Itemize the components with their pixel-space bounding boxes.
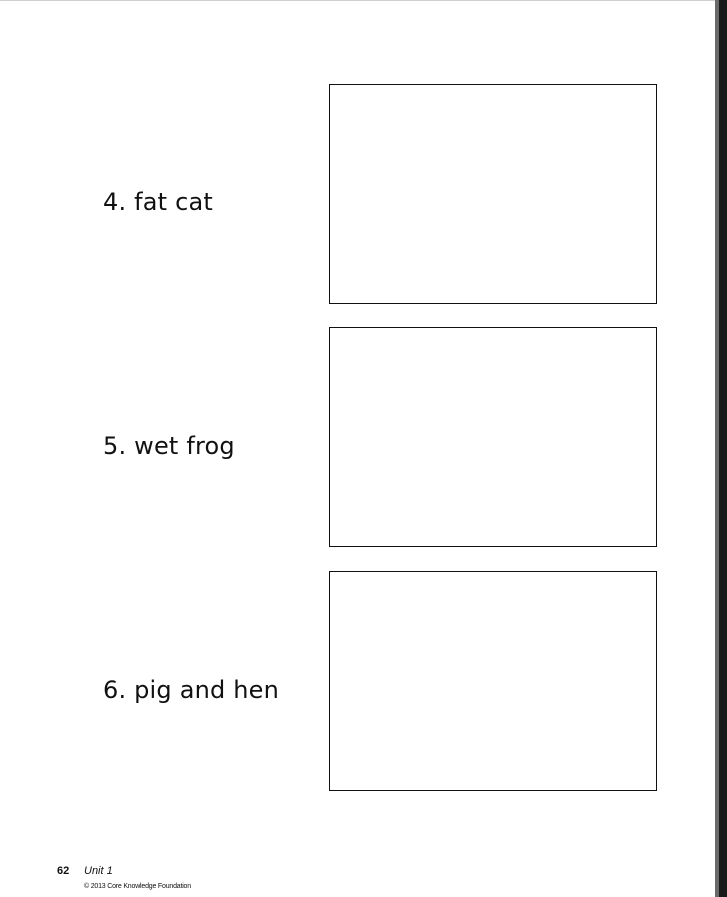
item-4-label: 4. fat cat [103,188,214,216]
item-4-drawing-box[interactable] [329,84,657,304]
copyright-notice: © 2013 Core Knowledge Foundation [84,883,191,890]
unit-label: Unit 1 [84,865,113,877]
item-6-label: 6. pig and hen [103,676,280,704]
item-6-drawing-box[interactable] [329,571,657,791]
page-number: 62 [57,865,70,877]
page-edge-shadow [715,0,727,897]
item-5-drawing-box[interactable] [329,327,657,547]
item-5-label: 5. wet frog [103,432,235,460]
page-edge-highlight [715,0,719,897]
